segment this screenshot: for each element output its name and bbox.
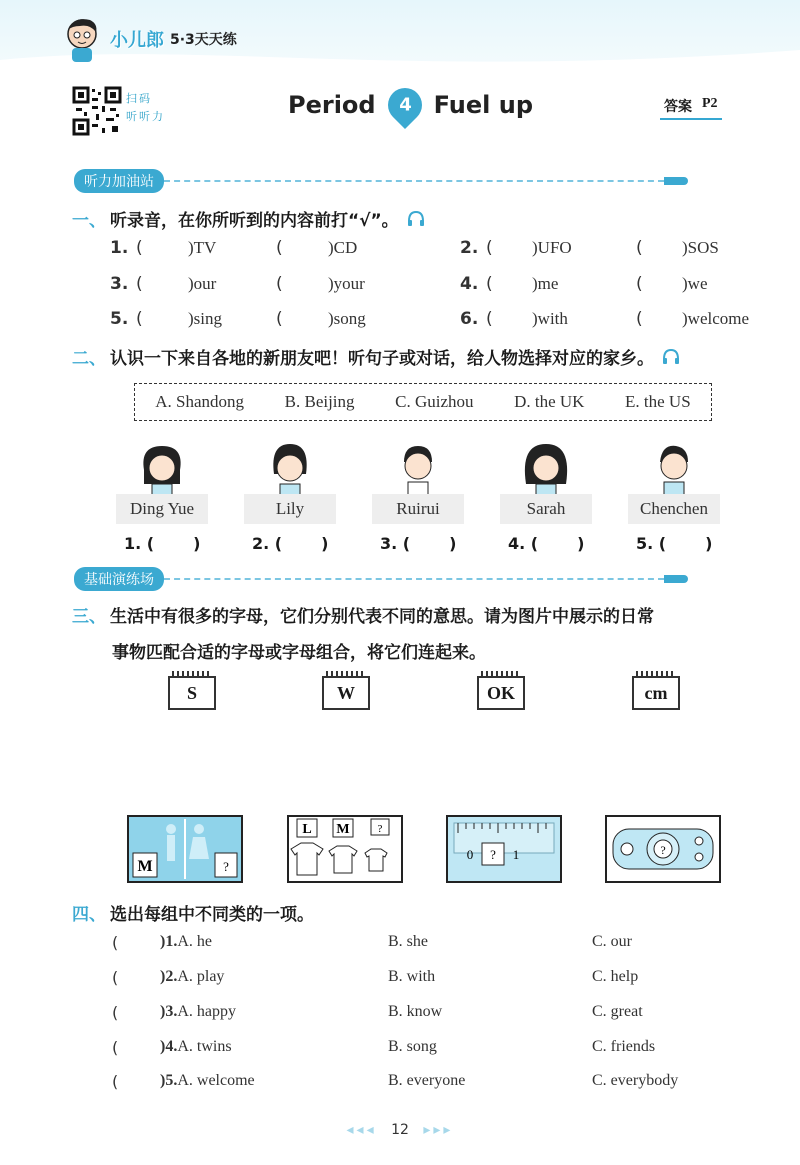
letter-card[interactable]: OK: [477, 676, 525, 710]
page-number: 12: [391, 1122, 409, 1138]
choice-c: C. everybody: [592, 1072, 679, 1089]
answer-blank[interactable]: (: [136, 274, 143, 294]
svg-text:L: L: [302, 822, 312, 837]
answer-blank[interactable]: (: [112, 933, 119, 952]
svg-text:1: 1: [512, 847, 520, 862]
girl-avatar: [260, 440, 320, 496]
brand-name: 小儿郎: [110, 30, 164, 51]
name-card: Sarah: [500, 494, 592, 524]
answer-blank[interactable]: (: [636, 274, 643, 294]
answer-blank[interactable]: (: [276, 309, 283, 329]
svg-text:?: ?: [377, 823, 383, 835]
listening-row: 3. ( )our ( )your 4. ( )me ( )we: [110, 274, 708, 294]
question-1-heading: 一、 听录音，在你所听到的内容前打“√”。: [72, 206, 425, 231]
answer-blank[interactable]: 2. ( ): [252, 534, 329, 553]
boy-avatar: [644, 440, 704, 496]
remote-control-picture[interactable]: [605, 815, 721, 883]
period-number-badge: 4: [381, 81, 429, 129]
mascot-icon: [60, 14, 104, 64]
choice-c: C. great: [592, 1003, 643, 1020]
listening-row: 5. ( )sing ( )song 6. ( )with ( )welcome: [110, 309, 750, 329]
question-2-heading: 二、 认识一下来自各地的新朋友吧！听句子或对话，给人物选择对应的家乡。: [72, 344, 680, 369]
letter-card[interactable]: cm: [632, 676, 680, 710]
svg-text:M: M: [137, 858, 153, 875]
section-basic-practice: 基础演练场: [74, 568, 688, 590]
headphones-icon: [662, 349, 680, 365]
svg-text:?: ?: [223, 859, 229, 874]
answer-blank[interactable]: 5. ( ): [636, 534, 713, 553]
question-3-heading-cont: 事物匹配合适的字母或字母组合，将它们连起来。: [112, 643, 486, 663]
letter-card[interactable]: W: [322, 676, 370, 710]
shirt-sizes-picture[interactable]: [287, 815, 403, 883]
answer-blank[interactable]: (: [276, 274, 283, 294]
option: E. the US: [625, 392, 691, 411]
answer-reference[interactable]: 答案 P2: [660, 96, 722, 120]
name-card: Lily: [244, 494, 336, 524]
svg-text:0: 0: [466, 847, 474, 862]
choice-b: B. with: [388, 968, 436, 985]
pencil-icon: [664, 177, 688, 185]
answer-blank[interactable]: (: [486, 238, 493, 258]
page-title: Period 4 Fuel up: [288, 88, 533, 122]
answer-blank[interactable]: (: [276, 238, 283, 258]
headphones-icon: [407, 211, 425, 227]
answer-blank[interactable]: (: [112, 1003, 119, 1022]
brand-series: 5·3天天练: [170, 32, 237, 48]
ruler-picture[interactable]: [446, 815, 562, 883]
option: B. Beijing: [284, 392, 355, 411]
choice-c: C. help: [592, 968, 639, 985]
answer-blank[interactable]: 4. ( ): [508, 534, 585, 553]
answer-blank[interactable]: (: [112, 968, 119, 987]
pencil-icon: [664, 575, 688, 583]
question-4-heading: 四、 选出每组中不同类的一项。: [72, 905, 314, 925]
answer-blank[interactable]: (: [136, 238, 143, 258]
boy-avatar: [388, 440, 448, 496]
section-listening: 听力加油站: [74, 170, 688, 192]
name-card: Ding Yue: [116, 494, 208, 524]
name-card: Ruirui: [372, 494, 464, 524]
qr-code-icon[interactable]: [72, 86, 122, 136]
choice-b: B. know: [388, 1003, 443, 1020]
svg-text:?: ?: [490, 847, 496, 862]
answer-blank[interactable]: (: [136, 309, 143, 329]
restroom-sign-picture[interactable]: [127, 815, 243, 883]
answer-blank[interactable]: (: [486, 274, 493, 294]
name-card: Chenchen: [628, 494, 720, 524]
choice-c: C. our: [592, 933, 632, 950]
option: A. Shandong: [155, 392, 245, 411]
girl-avatar: [132, 440, 192, 496]
listening-row: 1. ( )TV ( )CD 2. ( )UFO ( )SOS: [110, 238, 719, 258]
svg-text:M: M: [336, 822, 350, 837]
answer-blank[interactable]: (: [486, 309, 493, 329]
answer-blank[interactable]: 1. ( ): [124, 534, 201, 553]
choice-b: B. she: [388, 933, 428, 950]
answer-blank[interactable]: (: [112, 1072, 119, 1091]
girl-avatar: [516, 440, 576, 496]
option: D. the UK: [514, 392, 585, 411]
answer-blank[interactable]: (: [636, 309, 643, 329]
answer-blank[interactable]: (: [112, 1038, 119, 1057]
hometown-options: [134, 383, 712, 421]
choice-b: B. song: [388, 1038, 437, 1055]
choice-b: B. everyone: [388, 1072, 466, 1089]
answer-blank[interactable]: (: [636, 238, 643, 258]
brand: [60, 14, 237, 64]
option: C. Guizhou: [395, 392, 474, 411]
scan-label: 扫码 听听力: [126, 92, 165, 123]
choice-c: C. friends: [592, 1038, 656, 1055]
letter-card[interactable]: S: [168, 676, 216, 710]
answer-blank[interactable]: 3. ( ): [380, 534, 457, 553]
question-3-heading: 三、 生活中有很多的字母，它们分别代表不同的意思。请为图片中展示的日常: [72, 607, 654, 627]
page-footer: ◂◂◂ 12 ▸▸▸: [346, 1122, 454, 1138]
svg-text:?: ?: [660, 843, 666, 857]
